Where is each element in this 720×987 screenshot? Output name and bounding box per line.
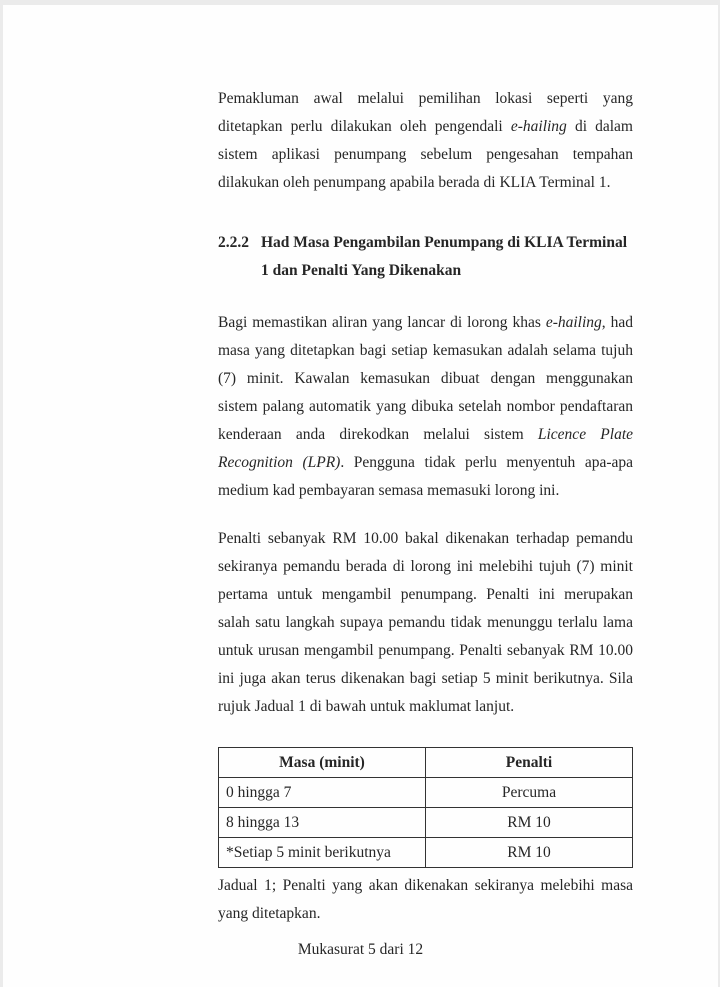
page-content bbox=[3, 5, 718, 928]
paragraph-penalty-details bbox=[218, 525, 633, 721]
table-row bbox=[219, 778, 633, 808]
section-title: Had Masa Pengambilan Penumpang di KLIA Terminal 1 dan Penalti Yang Dikenakan bbox=[261, 234, 628, 279]
paragraph-lane-rules bbox=[218, 309, 633, 505]
table-cell: 0 hingga 7 bbox=[219, 778, 426, 808]
section-number: 2.2.2 bbox=[218, 234, 249, 251]
text-run: Pemakluman awal melalui pemilihan lokasi seperti yang ditetapkan perlu dilakukan oleh pengendali bbox=[218, 90, 633, 135]
table-cell: Percuma bbox=[426, 778, 633, 808]
penalty-table bbox=[218, 747, 633, 868]
table-header-cell: Masa (minit) bbox=[219, 748, 426, 778]
text-run: di dalam sistem aplikasi penumpang sebelum pengesahan tempahan dilakukan oleh penumpang apabila berada di KLIA Terminal 1. bbox=[218, 118, 633, 191]
page-number-footer: Mukasurat 5 dari 12 bbox=[297, 941, 424, 958]
text-run: . Pengguna tidak perlu menyentuh apa-apa medium kad pembayaran semasa memasuki lorong ini. bbox=[218, 454, 634, 499]
table-row bbox=[219, 808, 633, 838]
paragraph-intro bbox=[218, 85, 633, 197]
penalty-table-head bbox=[219, 748, 633, 778]
table-cell: 8 hingga 13 bbox=[219, 808, 426, 838]
section-heading bbox=[218, 229, 633, 285]
table-caption: Jadual 1; Penalti yang akan dikenakan sekiranya melebihi masa yang ditetapkan. bbox=[218, 877, 633, 922]
italic-text-run: e-hailing bbox=[545, 314, 602, 331]
table-cell: RM 10 bbox=[426, 838, 633, 868]
table-header-cell: Penalti bbox=[426, 748, 633, 778]
text-run: Bagi memastikan aliran yang lancar di lorong khas bbox=[218, 314, 546, 331]
text-run: , had masa yang ditetapkan bagi setiap kemasukan adalah selama tujuh (7) minit. Kawalan kemasukan dibuat dengan menggunakan sistem palang automatik yang dibuka setelah nombor pendaftaran kenderaan anda direkodkan melalui sistem bbox=[218, 314, 633, 443]
penalty-table-body bbox=[219, 778, 633, 868]
table-header-row bbox=[219, 748, 633, 778]
document-page bbox=[3, 5, 718, 987]
table-row bbox=[219, 838, 633, 868]
italic-text-run: Licence Plate Recognition (LPR) bbox=[218, 426, 634, 471]
table-cell: RM 10 bbox=[426, 808, 633, 838]
italic-text-run: e-hailing bbox=[510, 118, 567, 135]
table-cell: *Setiap 5 minit berikutnya bbox=[219, 838, 426, 868]
text-run: Penalti sebanyak RM 10.00 bakal dikenakan terhadap pemandu sekiranya pemandu berada di lorong ini melebihi tujuh (7) minit pertama untuk mengambil penumpang. Penalti ini merupakan salah satu langkah supaya pemandu tidak menunggu terlalu lama untuk urusan mengambil penumpang. Penalti sebanyak RM 10.00 ini juga akan terus dikenakan bagi setiap 5 minit berikutnya. Sila rujuk Jadual 1 di bawah untuk maklumat lanjut. bbox=[218, 530, 633, 715]
